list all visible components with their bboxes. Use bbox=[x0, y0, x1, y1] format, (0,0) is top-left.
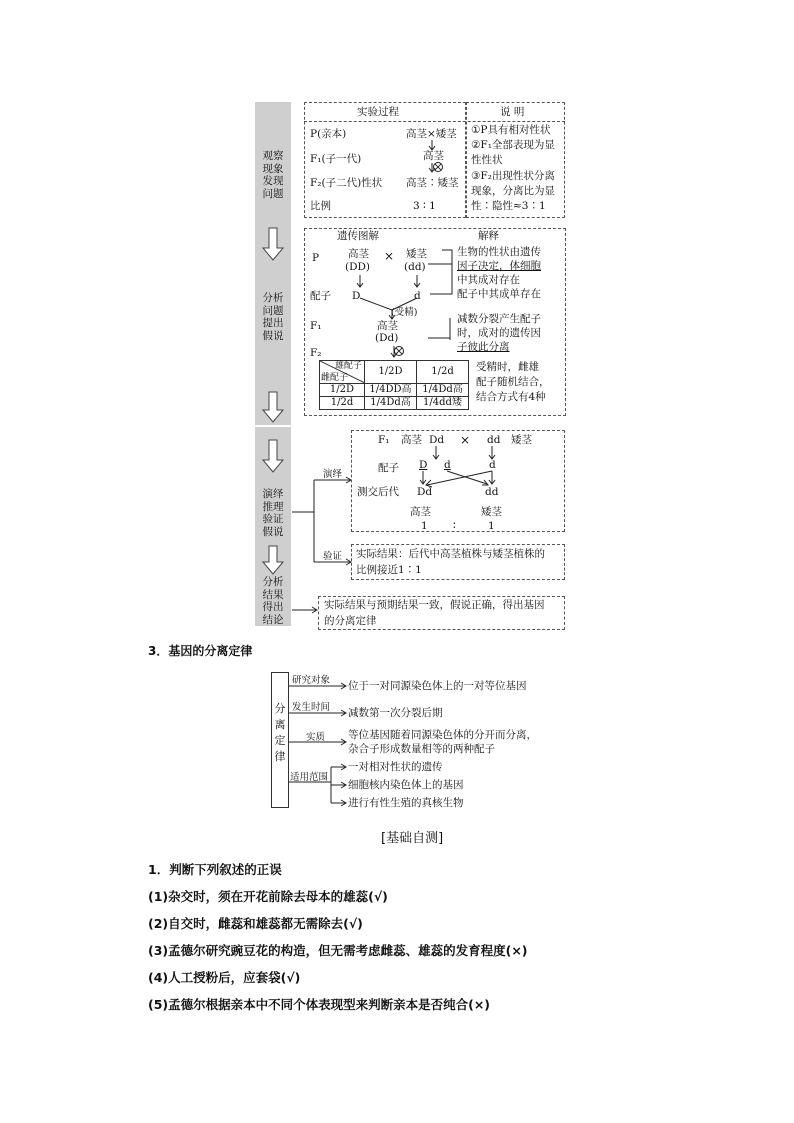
tc-ratio-sep: ∶ bbox=[453, 520, 456, 532]
law-tag-object: 研究对象 bbox=[292, 675, 331, 686]
tc-off-dd: dd bbox=[485, 486, 499, 498]
row-header: 1/2d bbox=[320, 397, 365, 410]
tc-Dd: Dd bbox=[429, 434, 445, 446]
diagram-header: 遗传图解 bbox=[337, 230, 379, 242]
tc-f1-label: F₁ bbox=[378, 434, 390, 446]
p-cross: × bbox=[384, 249, 395, 263]
punnett-square bbox=[319, 360, 469, 410]
f1-geno: (Dd) bbox=[375, 332, 399, 344]
gamete-label: 配子 bbox=[310, 290, 331, 302]
tc-off-Dd: Dd bbox=[417, 486, 433, 498]
p-short-geno: (dd) bbox=[404, 261, 426, 273]
note-line-5: 现象，分离比为显 bbox=[471, 185, 555, 197]
table-cell: 1/4Dd高 bbox=[364, 397, 416, 410]
law-scope-3: 进行有性生殖的真核生物 bbox=[348, 797, 464, 809]
down-arrow-icon bbox=[263, 546, 283, 574]
note-line-4: ③F₂出现性状分离 bbox=[471, 170, 555, 182]
down-arrow-icon bbox=[263, 228, 283, 260]
conclusion-text-2: 的分离定律 bbox=[324, 615, 377, 627]
question-2: (2)自交时，雌蕊和雄蕊都无需除去(√) bbox=[148, 916, 363, 931]
row-f2-value: 高茎∶矮茎 bbox=[406, 177, 459, 189]
explain1-line2: 因子决定，体细胞 bbox=[457, 260, 541, 272]
f1-tall: 高茎 bbox=[377, 320, 398, 332]
p-short: 矮茎 bbox=[406, 248, 427, 260]
explain2-line1: 减数分裂产生配子 bbox=[457, 313, 541, 325]
note-line-1: ①P具有相对性状 bbox=[471, 124, 551, 136]
question-title: 1．判断下列叙述的正误 bbox=[148, 862, 282, 877]
corner-cell: 雄配子 雌配子 bbox=[320, 361, 365, 384]
tc-short: 矮茎 bbox=[511, 434, 532, 446]
f1-label: F₁ bbox=[310, 320, 322, 332]
tc-gamete-label: 配子 bbox=[378, 462, 399, 474]
row-f2-label: F₂(子二代)性状 bbox=[310, 177, 383, 189]
tc-ratio-tall: 高茎 bbox=[410, 506, 431, 518]
self-test-title: [基础自测] bbox=[381, 831, 444, 846]
explain1-line3: 中其成对存在 bbox=[457, 274, 520, 286]
verify-tag: 验证 bbox=[323, 551, 343, 562]
question-4: (4)人工授粉后，应套袋(√) bbox=[148, 970, 301, 985]
note-line-2: ②F₁全部表现为显 bbox=[471, 139, 555, 151]
law-tag-essence: 实质 bbox=[306, 732, 326, 743]
explain3-line1: 受精时，雌雄 bbox=[476, 361, 539, 373]
tc-gamete-d2: d bbox=[489, 459, 496, 471]
table-cell: 1/4dd矮 bbox=[417, 397, 469, 410]
table-cell: 1/4Dd高 bbox=[417, 384, 469, 397]
explain3-line2: 配子随机结合， bbox=[476, 376, 550, 388]
tc-ratio-short: 矮茎 bbox=[481, 506, 502, 518]
process-arrows bbox=[420, 138, 460, 182]
p-label: P bbox=[312, 252, 320, 264]
side-label-observe: 观察 现象 发现 问题 bbox=[262, 150, 284, 200]
law-text-essence-2: 杂合子形成数量相等的两种配子 bbox=[348, 743, 495, 755]
col-header: 1/2d bbox=[417, 361, 469, 384]
question-1: (1)杂交时，须在开花前除去母本的雄蕊(√) bbox=[148, 889, 388, 904]
test-cross-lines bbox=[351, 430, 565, 532]
conclusion-arrow bbox=[290, 600, 320, 620]
row-ratio-value: 3 ∶ 1 bbox=[413, 200, 436, 212]
tc-ratio-2: 1 bbox=[488, 520, 495, 532]
row-header: 1/2D bbox=[320, 384, 365, 397]
law-box: 分 离 定 律 bbox=[271, 672, 289, 808]
tc-cross: × bbox=[460, 433, 471, 447]
p-tall: 高茎 bbox=[348, 248, 369, 260]
tc-ratio-1: 1 bbox=[421, 520, 428, 532]
down-arrow-icon bbox=[263, 392, 283, 422]
table-cell: 1/4DD高 bbox=[364, 384, 416, 397]
row-p-label: P(亲本) bbox=[310, 128, 347, 140]
tc-gamete-D: D bbox=[419, 459, 428, 471]
note-header: 说 明 bbox=[500, 106, 525, 118]
header-divider bbox=[304, 121, 565, 122]
side-label-conclusion: 分析 结果 得出 结论 bbox=[262, 576, 284, 626]
explain-header: 解释 bbox=[478, 230, 499, 242]
side-label-deduce: 演绎 推理 验证 假说 bbox=[262, 488, 284, 538]
fertilization-label: (受精) bbox=[391, 307, 418, 318]
col-header: 1/2D bbox=[364, 361, 416, 384]
verify-text-1: 实际结果：后代中高茎植株与矮茎植株的 bbox=[356, 548, 545, 560]
note-line-6: 性∶隐性≈3∶1 bbox=[471, 200, 546, 212]
side-label-hypothesis: 分析 问题 提出 假说 bbox=[262, 292, 284, 342]
tc-gamete-d1: d bbox=[444, 459, 451, 471]
explain2-line2: 时，成对的遗传因 bbox=[457, 327, 541, 339]
row-p-value: 高茎×矮茎 bbox=[406, 128, 457, 140]
tc-dd: dd bbox=[487, 434, 501, 446]
row-f1-value: 高茎 bbox=[423, 150, 444, 162]
row-ratio-label: 比例 bbox=[310, 200, 331, 212]
explain3-line3: 结合方式有4种 bbox=[476, 391, 546, 403]
down-arrow-icon bbox=[263, 440, 283, 472]
law-scope-2: 细胞核内染色体上的基因 bbox=[348, 779, 464, 791]
explain1-line4: 配子中其成单存在 bbox=[457, 288, 541, 300]
section-heading-law: 3．基因的分离定律 bbox=[148, 644, 253, 658]
tc-offspring-label: 测交后代 bbox=[357, 486, 399, 498]
law-scope-1: 一对相对性状的遗传 bbox=[348, 761, 443, 773]
gamete-D: D bbox=[352, 290, 361, 302]
law-tag-scope: 适用范围 bbox=[290, 772, 329, 783]
question-5: (5)孟德尔根据亲本中不同个体表现型来判断亲本是否纯合(×) bbox=[148, 997, 491, 1012]
p-tall-geno: (DD) bbox=[345, 261, 371, 273]
process-header: 实验过程 bbox=[357, 106, 399, 118]
law-text-essence-1: 等位基因随着同源染色体的分开而分离， bbox=[348, 729, 537, 741]
gamete-d: d bbox=[414, 290, 421, 302]
explain1-line1: 生物的性状由遗传 bbox=[457, 246, 541, 258]
deduce-tag: 演绎 bbox=[323, 469, 343, 480]
question-3: (3)孟德尔研究豌豆花的构造，但无需考虑雌蕊、雄蕊的发育程度(×) bbox=[148, 943, 528, 958]
tc-tall: 高茎 bbox=[401, 434, 422, 446]
conclusion-text-1: 实际结果与预期结果一致，假说正确，得出基因 bbox=[324, 599, 545, 611]
f2-label: F₂ bbox=[310, 347, 322, 359]
law-tag-time: 发生时间 bbox=[292, 702, 331, 713]
law-text-object: 位于一对同源染色体上的一对等位基因 bbox=[348, 680, 527, 692]
note-line-3: 性性状 bbox=[471, 154, 503, 166]
explain2-line3: 子彼此分离 bbox=[457, 341, 510, 353]
row-f1-label: F₁(子一代) bbox=[310, 153, 362, 165]
law-text-time: 减数第一次分裂后期 bbox=[348, 707, 443, 719]
verify-text-2: 比例接近1∶1 bbox=[356, 564, 422, 576]
